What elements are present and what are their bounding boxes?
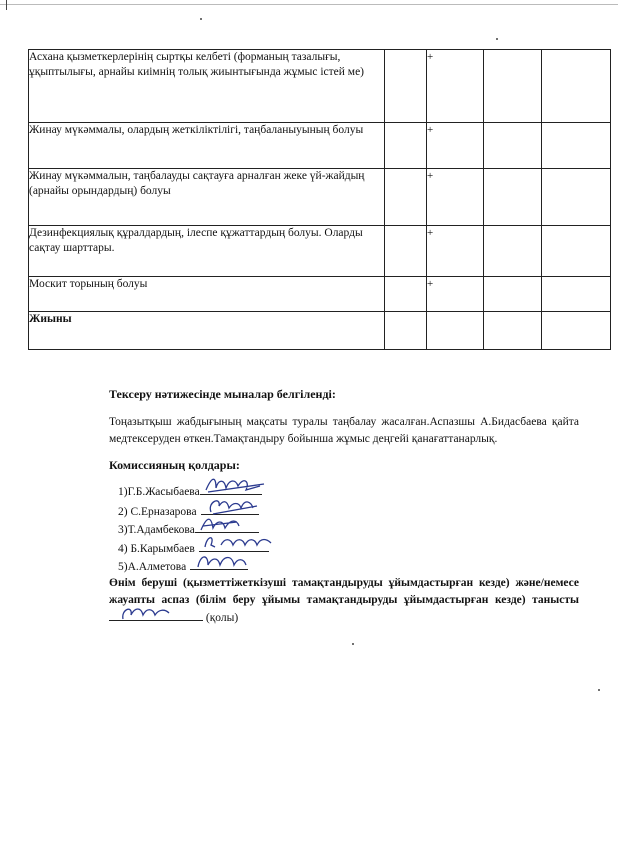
empty-cell (542, 312, 611, 350)
member-name: 2) С.Ерназарова (118, 506, 197, 518)
criterion-cell: Москит торының болуы (29, 277, 385, 312)
empty-cell (385, 226, 427, 277)
empty-cell (542, 169, 611, 226)
signature-mark (111, 599, 181, 625)
table-total-row (29, 312, 611, 350)
mark-cell: + (427, 226, 484, 277)
empty-cell (484, 226, 542, 277)
empty-cell (542, 226, 611, 277)
mark-cell: + (427, 277, 484, 312)
signature-caption: (қолы) (205, 612, 239, 624)
signature-line (109, 609, 203, 621)
table-row (29, 169, 611, 226)
criterion-cell: Жинау мүкәммалын, таңбалауды сақтауға арналған жеке үй-жайдың (арнайы орындардың) болуы (29, 169, 385, 226)
mark-cell: + (427, 123, 484, 169)
empty-cell (385, 169, 427, 226)
scan-speck (598, 689, 600, 691)
checklist-table (28, 49, 611, 350)
total-label: Жиыны (29, 312, 385, 350)
empty-cell (385, 312, 427, 350)
empty-cell (542, 50, 611, 123)
empty-cell (427, 312, 484, 350)
signature-mark (192, 547, 252, 573)
scan-edge-line (0, 4, 618, 5)
criterion-cell: Асхана қызметкерлерінің сыртқы келбеті (форманың тазалығы, ұқыптылығы, арнайы киімнің толық жиынтығында жұмыс істей ме) (29, 50, 385, 123)
table-row (29, 226, 611, 277)
scan-speck (352, 643, 354, 645)
mark-cell: + (427, 169, 484, 226)
member-name: 3)Т.Адамбекова (118, 524, 195, 536)
commission-heading: Комиссияның қолдары: (109, 458, 240, 472)
scan-speck (496, 38, 498, 40)
empty-cell (385, 277, 427, 312)
commission-member (118, 557, 248, 573)
empty-cell (484, 123, 542, 169)
criterion-cell: Дезинфекциялық құралдардың, ілеспе құжаттардың болуы. Оларды сақтау шарттары. (29, 226, 385, 277)
empty-cell (542, 123, 611, 169)
empty-cell (484, 277, 542, 312)
table-row (29, 123, 611, 169)
empty-cell (542, 277, 611, 312)
scan-edge-mark (6, 0, 7, 10)
empty-cell (385, 50, 427, 123)
empty-cell (484, 169, 542, 226)
empty-cell (385, 123, 427, 169)
member-name: 1)Г.Б.Жасыбаева (118, 486, 200, 498)
producer-acknowledgement (109, 575, 579, 627)
empty-cell (484, 312, 542, 350)
table-row (29, 277, 611, 312)
findings-heading: Тексеру нәтижесінде мыналар белгіленді: (109, 387, 336, 401)
signature-line (190, 557, 248, 570)
table-row (29, 50, 611, 123)
scan-speck (200, 18, 202, 20)
findings-text: Тоңазытқыш жабдығының мақсаты туралы таңбалау жасалған.Аспазшы А.Бидасбаева қайта медтексеруден өткен.Тамақтандыру бойынша жұмыс деңгейі қанағаттанарлық. (109, 416, 579, 445)
member-name: 5)А.Алметова (118, 561, 187, 573)
empty-cell (484, 50, 542, 123)
producer-text: Өнім беруші (қызметтіжеткізуші тамақтандыруды ұйымдастырған кезде) және/немесе жауапты аспаз (білім беру ұйымы тамақтандыруды ұйымдастырған кезде) танысты (109, 577, 579, 606)
mark-cell: + (427, 50, 484, 123)
member-name: 4) Б.Карымбаев (118, 543, 195, 555)
criterion-cell: Жинау мүкәммалы, олардың жеткіліктілігі, таңбаланыуының болуы (29, 123, 385, 169)
